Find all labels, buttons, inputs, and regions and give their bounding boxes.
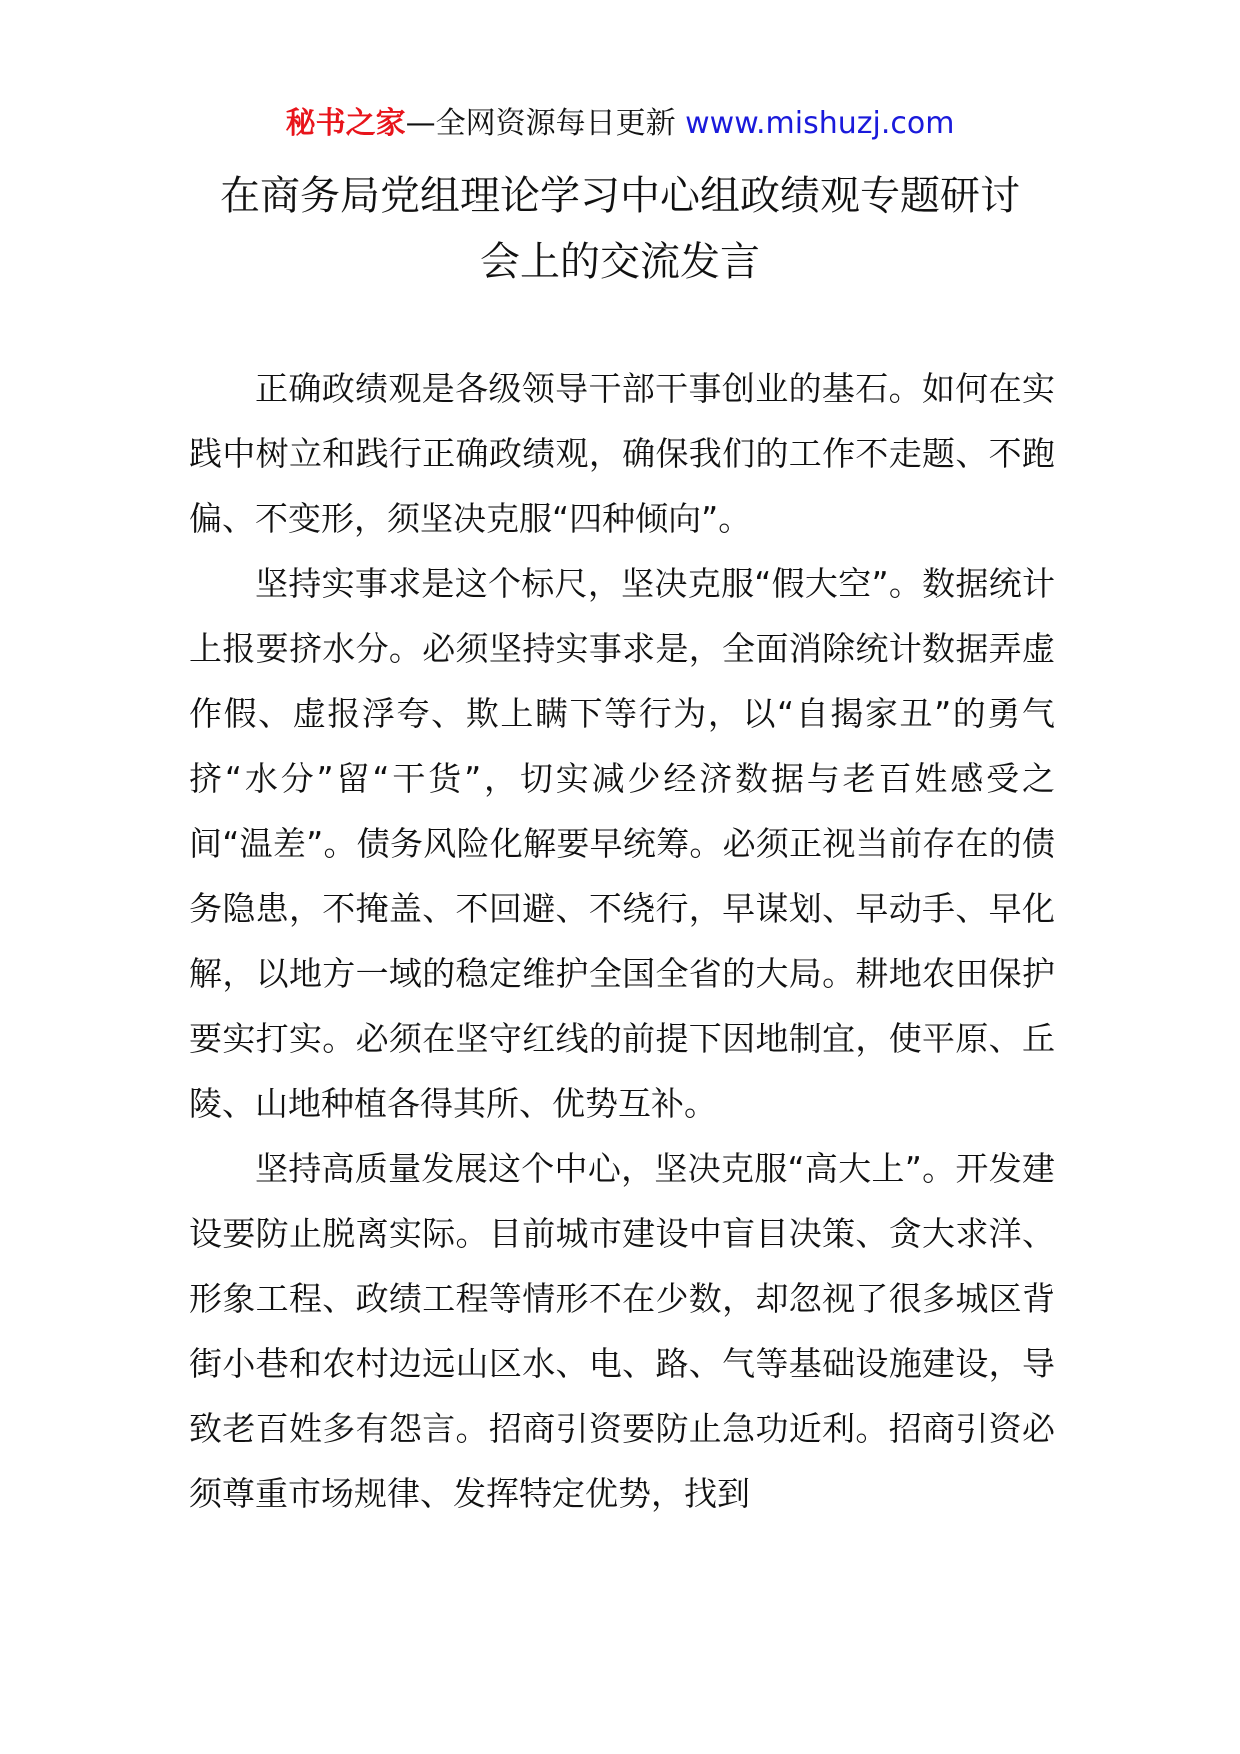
title-line-2: 会上的交流发言 [480, 239, 760, 285]
document-body [189, 356, 1055, 1526]
site-brand: 秘书之家 [285, 106, 406, 141]
site-tagline: —全网资源每日更新 [405, 106, 686, 141]
paragraph-intro: 正确政绩观是各级领导干部干事创业的基石。如何在实践中树立和践行正确政绩观，确保我们的工作不走题、不跑偏、不变形，须坚决克服“四种倾向”。 [189, 369, 1055, 538]
paragraph-high-quality: 坚持高质量发展这个中心，坚决克服“高大上”。开发建设要防止脱离实际。目前城市建设中盲目决策、贪大求洋、形象工程、政绩工程等情形不在少数，却忽视了很多城区背街小巷和农村边远山区水、电、路、气等基础设施建设，导致老百姓多有怨言。招商引资要防止急功近利。招商引资必须尊重市场规律、发挥特定优势，找到 [189, 1149, 1055, 1513]
site-header [0, 104, 1240, 144]
site-url-link[interactable]: www.mishuzj.com [685, 106, 955, 141]
title-line-1: 在商务局党组理论学习中心组政绩观专题研讨 [220, 173, 1020, 219]
paragraph-seek-truth: 坚持实事求是这个标尺，坚决克服“假大空”。数据统计上报要挤水分。必须坚持实事求是，全面消除统计数据弄虚作假、虚报浮夸、欺上瞒下等行为，以“自揭家丑”的勇气挤“水分”留“干货”，切实减少经济数据与老百姓感受之间“温差”。债务风险化解要早统筹。必须正视当前存在的债务隐患，不掩盖、不回避、不绕行，早谋划、早动手、早化解，以地方一域的稳定维护全国全省的大局。耕地农田保护要实打实。必须在坚守红线的前提下因地制宜，使平原、丘陵、山地种植各得其所、优势互补。 [189, 564, 1055, 1123]
document-title [0, 163, 1240, 295]
